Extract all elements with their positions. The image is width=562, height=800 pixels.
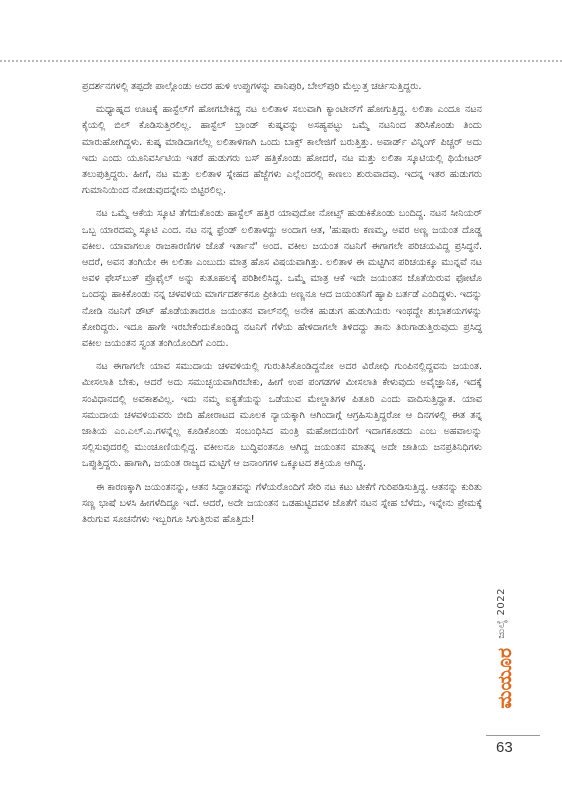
- magazine-name: ಮಯೂರ: [494, 648, 516, 709]
- paragraph: ಈ ಕಾರಣಕ್ಕಾಗಿ ಜಯಂತನನ್ನು, ಆತನ ಸಿದ್ಧಾಂತವನ್ನು ಗೆಳೆಯರೊಂದಿಗೆ ಸೇರಿ ನಟ ಕಟು ಟೀಕೆಗೆ ಗುರಿಪಡಿಸುತ್ತಿದ್ದ. ಆತನನ್ನು ಕುರಿತು ಸಣ್ಣ ಭಾಷೆ ಬಳಸಿ ಹೀಗಳೆದಿದ್ದೂ ಇದೆ. ಆದರೆ, ಅದೇ ಜಯಂತನ ಒಡಹುಟ್ಟಿದವಳ ಜೊತೆಗೆ ನಟನ ಸ್ನೇಹ ಬೆಳೆದು, ಇನ್ನೇನು ಪ್ರೇಮಕ್ಕೆ ತಿರುಗುವ ಸೂಚನೆಗಳು ಇಬ್ಬರಿಗೂ ಸಿಗುತ್ತಿರುವ ಹೊತ್ತಿದು!: [82, 481, 482, 526]
- issue-date: ಜುಲೈ 2022: [496, 588, 507, 639]
- article-body: [82, 79, 482, 535]
- top-dotted-rule: [0, 60, 562, 62]
- page-number: 63: [496, 739, 513, 756]
- paragraph: ಮಧ್ಯಾಹ್ನದ ಊಟಕ್ಕೆ ಹಾಸ್ಟೆಲ್‌ಗೆ ಹೋಗಬೇಕಿದ್ದ ನಟ ಲಲಿತಾಳ ಸಲುವಾಗಿ ಕ್ಯಾಂಟೀನ್‌ಗೆ ಹೋಗುತ್ತಿದ್ದ. ಲಲಿತಾ ಎಂದೂ ನಟನ ಕೈಯಲ್ಲಿ ಬಿಲ್ ಕೊಡಿಸುತ್ತಿರಲಿಲ್ಲ. ಹಾಸ್ಟೆಲ್ ಬ್ರಾಂಡ್ ಕುಷ್ಕವನ್ನು ಅಸಹ್ಯಪಟ್ಟು ಒಮ್ಮೆ ನಟನಿಂದ ತರಿಸಿಕೊಂಡು ತಿಂದು ಮಾರುಹೋಗಿದ್ದಳು. ಕುಷ್ಕ ಮಾಡಿದಾಗಲೆಲ್ಲ ಲಲಿತಾಳಿಗಾಗಿ ಒಂದು ಬಾಕ್ಸ್ ಕಾಲೇಜಿಗೆ ಬರುತ್ತಿತ್ತು. ಅವಾರ್ಡ್ ವಿನ್ನಿಂಗ್ ಪಿಚ್ಚರ್ ಅದು ಇದು ಎಂದು ಯೂನಿವರ್ಸಿಟಿಯ ಇತರೆ ಹುಡುಗರು ಬಸ್ ಹತ್ತಿಕೊಂಡು ಹೋದರೆ, ನಟ ಮತ್ತು ಲಲಿತಾ ಸ್ಕೂಟಿಯಲ್ಲಿ ಥಿಯೇಟರ್ ತಲುಪುತ್ತಿದ್ದರು. ಹೀಗೆ, ನಟ ಮತ್ತು ಲಲಿತಾಳ ಸ್ನೇಹದ ಹೆಜ್ಜೆಗಳು ಎಲ್ಲೆಂದರಲ್ಲಿ ಕಾಣಲು ಶುರುವಾದವು. ಇದನ್ನ ಇತರ ಹುಡುಗರು ಗುಮಾನಿಯಿಂದ ನೋಡುವುದನ್ನೇನು ಬಿಟ್ಟಿರಲಿಲ್ಲ.: [82, 104, 482, 197]
- paragraph: ನಟ ಈಗಾಗಲೇ ಯಾವ ಸಮುದಾಯ ಚಳವಳಿಯಲ್ಲಿ ಗುರುತಿಸಿಕೊಂಡಿದ್ದನೋ ಅದರ ವಿರೋಧಿ ಗುಂಪಿನಲ್ಲಿದ್ದವನು ಜಯಂತ. ಮೀಸಲಾತಿ ಬೇಕು, ಆದರೆ ಅದು ಸಮುಚ್ಛಯವಾಗಿರಬೇಕು, ಹೀಗೆ ಉಪ ಪಂಗಡಗಳ ಮೀಸಲಾತಿ ಕೇಳುವುದು ಅವೈಜ್ಞಾನಿಕ, ಇದಕ್ಕೆ ಸಂವಿಧಾನದಲ್ಲಿ ಅವಕಾಶವಿಲ್ಲ. ಇದು ನಮ್ಮ ಐಕ್ಯತೆಯನ್ನು ಒಡೆಯುವ ಮೇಲ್ಜಾತಿಗಳ ಪಿತೂರಿ ಎಂದು ವಾದಿಸುತ್ತಿದ್ದಾತ. ಯಾವ ಸಮುದಾಯ ಚಳವಳಿಯವರು ಬೀದಿ ಹೋರಾಟದ ಮೂಲಕ ನ್ಯಾಯಕ್ಕಾಗಿ ಆಗಿಂದಾಗ್ಗೆ ಆಗ್ರಹಿಸುತ್ತಿದ್ದರೋ ಆ ದಿನಗಳಲ್ಲಿ ಈತ ತನ್ನ ಜಾತಿಯ ಎಂ.ಎಲ್.ಎ.ಗಳನ್ನೆಲ್ಲ ಕೂಡಿಕೊಂಡು ಸಂಬಂಧಿಸಿದ ಮಂತ್ರಿ ಮಹೋದಯರಿಗೆ ಇದಾಗಕೂಡದು ಎಂಬ ಅಹವಾಲನ್ನು ಸಲ್ಲಿಸುವುದರಲ್ಲಿ ಮುಂಚೂಣಿಯಲ್ಲಿದ್ದ. ವಕೀಲನೂ ಬುದ್ಧಿವಂತನೂ ಆಗಿದ್ದ ಜಯಂತನ ಮಾತನ್ನ ಅದೇ ಜಾತಿಯ ಜನಪ್ರತಿನಿಧಿಗಳು ಒಪ್ಪುತ್ತಿದ್ದರು. ಹಾಗಾಗಿ, ಜಯಂತ ರಾಜ್ಯದ ಮಟ್ಟಿಗೆ ಆ ಜನಾಂಗಗಳ ಒಕ್ಕೂಟದ ಶಕ್ತಿಯೂ ಆಗಿದ್ದ.: [82, 361, 482, 470]
- page-number-divider: [486, 735, 540, 736]
- paragraph: ಪ್ರದರ್ಶನಗಳಲ್ಲಿ ತಪ್ಪದೇ ಪಾಲ್ಗೊಂಡು ಅದರ ಹುಳಿ ಉಪ್ಪುಗಳನ್ನು ಪಾನಿಪುರಿ, ಬೇಲ್‌ಪುರಿ ಮೆಲ್ಲುತ್ತ ಚರ್ಚಿಸುತ್ತಿದ್ದರು.: [82, 81, 422, 92]
- paragraph: ನಟ ಒಮ್ಮೆ ಆಕೆಯ ಸ್ಕೂಟಿ ತೆಗೆದುಕೊಂಡು ಹಾಸ್ಟೆಲ್ ಹತ್ತಿರ ಯಾವುದೋ ನೋಟ್ಸ್ ಹುಡುಕಿಕೊಂಡು ಬಂದಿದ್ದ. ನಟನ ಸೀನಿಯರ್ ಒಬ್ಬ ಯಾರದಮ್ಮ ಸ್ಕೂಟಿ ಎಂದ. ನಟ ನನ್ನ ಫ್ರೆಂಡ್ ಲಲಿತಾಳದ್ದು ಅಂದಾಗ ಆತ, 'ಹುಷಾರು ಕಣಮ್ಮ, ಅವರ ಅಣ್ಣ ಜಯಂತ ದೊಡ್ಡ ವಕೀಲ. ಯಾವಾಗಲೂ ರಾಜಕಾರಣಿಗಳ ಜೊತೆ ಇರ್ತಾನೆ' ಅಂದ. ವಕೀಲ ಜಯಂತ ನಟನಿಗೆ ಈಗಾಗಲೇ ಪರಿಚಯವಿದ್ದ ಪ್ರಸಿದ್ಧನೆ. ಆದರೆ, ಅವನ ತಂಗಿಯೇ ಈ ಲಲಿತಾ ಎಂಬುದು ಮಾತ್ರ ಹೊಸ ವಿಷಯವಾಗಿತ್ತು. ಲಲಿತಾಳ ಈ ಮಟ್ಟಿಗಿನ ಪರಿಚಯಕ್ಕೂ ಮುನ್ನವೆ ನಟ ಅವಳ ಫೇಸ್‌ಬುಕ್ ಪ್ರೊಫೈಲ್ ಅನ್ನು ಕುತೂಹಲಕ್ಕೆ ಪರಿಶೀಲಿಸಿದ್ದ. ಒಮ್ಮೆ ಮಾತ್ರ ಆಕೆ ಇದೇ ಜಯಂತನ ಜೊತೆಯಿರುವ ಫೋಟೊ ಒಂದನ್ನು ಹಾಕಿಕೊಂಡು ನನ್ನ ಚಳವಳಿಯ ಮಾರ್ಗದರ್ಶಕನೂ ಪ್ರೀತಿಯ ಅಣ್ಣನೂ ಆದ ಜಯಂತನಿಗೆ ಹ್ಯಾಪಿ ಬರ್ತಡೆ ಎಂದಿದ್ದಳು. ಇದನ್ನು ನೋಡಿ ನಟನಿಗೆ ಡೌಟ್ ಹೊಡೆಯತಾದರೂ ಜಯಂತನ ವಾಲ್‌ನಲ್ಲಿ ಅನೇಕ ಹುಡುಗ ಹುಡುಗಿಯರು ಇಂಥದ್ದೇ ಶುಭಾಶಯಗಳನ್ನು ಕೋರಿದ್ದರು. ಇದೂ ಹಾಗೇ ಇರಬೇಕೆಂದುಕೊಂಡಿದ್ದ ನಟನಿಗೆ ಗೆಳೆಯ ಹೇಳಿದಾಗಲೇ ತಿಳಿದದ್ದು ತಾನು ತಿರುಗಾಡುತ್ತಿರುವುದು ಪ್ರಸಿದ್ಧ ವಕೀಲ ಜಯಂತನ ಸ್ವಂತ ತಂಗಿಯೊಂದಿಗೆ ಎಂದು.: [82, 208, 482, 350]
